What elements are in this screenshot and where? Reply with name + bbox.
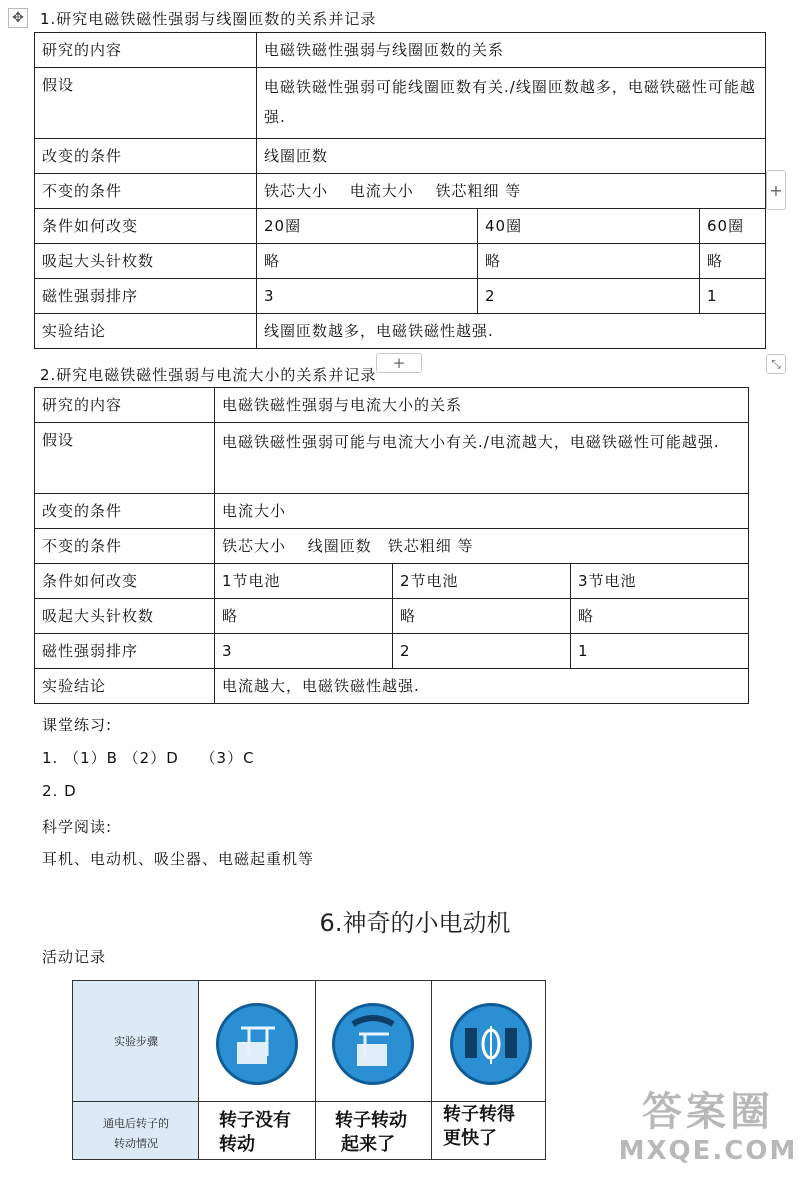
table-row (35, 68, 766, 139)
practice-answer-2: 2. D (42, 782, 77, 800)
result-1-line2: 转动 (219, 1134, 255, 1155)
section1-title: 1.研究电磁铁磁性强弱与线圈匝数的关系并记录 (40, 10, 377, 28)
row-label: 磁性强弱排序 (35, 634, 215, 669)
row-cell: 1节电池 (215, 564, 393, 599)
chapter-heading: 6.神奇的小电动机 (319, 909, 511, 937)
table-row (35, 599, 749, 634)
table-row (35, 634, 749, 669)
watermark (618, 1088, 798, 1166)
resize-glyph: ⤡ (771, 356, 781, 371)
row-label: 改变的条件 (35, 139, 257, 174)
row-label: 实验结论 (35, 314, 257, 349)
move-glyph: ✥ (12, 10, 24, 26)
plus-icon: + (392, 354, 406, 372)
row-label: 条件如何改变 (35, 564, 215, 599)
row-label: 不变的条件 (35, 174, 257, 209)
table-row (35, 174, 766, 209)
row-cell: 20圈 (257, 209, 478, 244)
table-row (35, 314, 766, 349)
figure-header-column (73, 981, 199, 1159)
row-cell: 1 (571, 634, 749, 669)
row-value: 电流大小 (215, 494, 749, 529)
table-row (35, 244, 766, 279)
figure-rotation-label-1: 通电后转子的 (103, 1117, 169, 1130)
row-label: 实验结论 (35, 669, 215, 704)
result-3-line1: 转子转得 (443, 1104, 515, 1125)
row-value: 电磁铁磁性强弱与线圈匝数的关系 (257, 33, 766, 68)
table-row (35, 33, 766, 68)
table-row (35, 669, 749, 704)
section2-table (34, 387, 749, 704)
table-move-icon[interactable] (8, 8, 28, 28)
row-label: 研究的内容 (35, 388, 215, 423)
add-row-button[interactable] (376, 353, 422, 373)
row-value: 线圈匝数越多，电磁铁磁性越强. (257, 314, 766, 349)
row-value: 电磁铁磁性强弱与电流大小的关系 (215, 388, 749, 423)
result-2 (335, 1109, 445, 1157)
result-3-line2: 更快了 (443, 1128, 497, 1149)
result-2-line2: 起来了 (341, 1134, 395, 1155)
table-row (35, 279, 766, 314)
row-cell: 3节电池 (571, 564, 749, 599)
figure-divider (73, 1101, 545, 1102)
section2-title: 2.研究电磁铁磁性强弱与电流大小的关系并记录 (40, 366, 377, 384)
row-value: 线圈匝数 (257, 139, 766, 174)
result-1 (219, 1109, 329, 1157)
row-value: 电磁铁磁性强弱可能线圈匝数有关./线圈匝数越多，电磁铁磁性可能越强. (257, 68, 766, 139)
row-label: 不变的条件 (35, 529, 215, 564)
figure-steps-label: 实验步骤 (114, 1035, 158, 1048)
row-cell: 2 (393, 634, 571, 669)
table-row (35, 388, 749, 423)
row-label: 改变的条件 (35, 494, 215, 529)
figure-rotation-label-2: 转动情况 (114, 1137, 158, 1150)
row-label: 研究的内容 (35, 33, 257, 68)
add-column-button[interactable] (766, 170, 786, 210)
row-label: 吸起大头针枚数 (35, 244, 257, 279)
result-2-line1: 转子转动 (335, 1110, 407, 1131)
row-cell: 3 (215, 634, 393, 669)
row-value: 铁芯大小 电流大小 铁芯粗细 等 (257, 174, 766, 209)
row-cell: 3 (257, 279, 478, 314)
row-label: 条件如何改变 (35, 209, 257, 244)
plus-icon: + (769, 180, 783, 200)
result-1-line1: 转子没有 (219, 1110, 291, 1131)
section1-table (34, 32, 766, 349)
table-row (35, 529, 749, 564)
row-value: 电磁铁磁性强弱可能与电流大小有关./电流越大，电磁铁磁性可能越强. (215, 423, 749, 494)
row-label: 磁性强弱排序 (35, 279, 257, 314)
row-cell: 略 (478, 244, 700, 279)
table-row (35, 209, 766, 244)
row-cell: 略 (393, 599, 571, 634)
motor-step-1-image (216, 1003, 298, 1085)
reading-label: 科学阅读: (42, 818, 113, 836)
motor-drawing-icon (219, 1006, 295, 1082)
motor-drawing-icon (335, 1006, 411, 1082)
row-cell: 40圈 (478, 209, 700, 244)
table-resize-icon[interactable] (766, 354, 786, 374)
practice-label: 课堂练习: (42, 716, 113, 734)
motor-drawing-icon (453, 1006, 529, 1082)
row-cell: 略 (215, 599, 393, 634)
row-label: 吸起大头针枚数 (35, 599, 215, 634)
table-row (35, 564, 749, 599)
row-cell: 略 (700, 244, 766, 279)
row-cell: 2节电池 (393, 564, 571, 599)
row-cell: 60圈 (700, 209, 766, 244)
row-cell: 略 (257, 244, 478, 279)
table-row (35, 423, 749, 494)
motor-step-2-image (332, 1003, 414, 1085)
row-label: 假设 (35, 423, 215, 494)
watermark-url: MXQE.COM (618, 1136, 798, 1166)
watermark-logo-text: 答案圈 (642, 1089, 774, 1135)
motor-step-3-image (450, 1003, 532, 1085)
table-row (35, 139, 766, 174)
row-cell: 2 (478, 279, 700, 314)
row-cell: 略 (571, 599, 749, 634)
practice-answer-1: 1. （1）B （2）D （3）C (42, 749, 255, 767)
result-3 (443, 1103, 553, 1151)
reading-text: 耳机、电动机、吸尘器、电磁起重机等 (42, 850, 315, 868)
row-cell: 1 (700, 279, 766, 314)
row-value: 铁芯大小 线圈匝数 铁芯粗细 等 (215, 529, 749, 564)
activity-record-figure (72, 980, 546, 1160)
activity-label: 活动记录 (42, 948, 107, 966)
table-row (35, 494, 749, 529)
row-value: 电流越大，电磁铁磁性越强. (215, 669, 749, 704)
row-label: 假设 (35, 68, 257, 139)
